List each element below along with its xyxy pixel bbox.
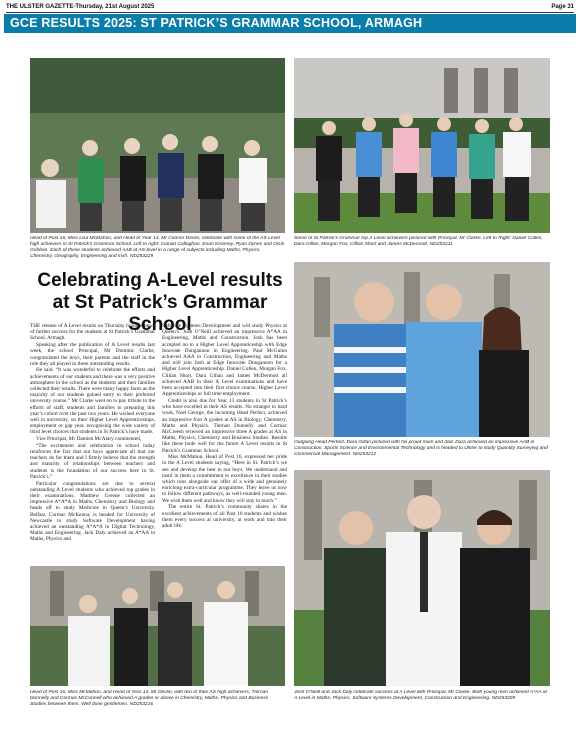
article-paragraph: He said, “It was wonderful to celebrate the efforts and achievements of our students and there was a very positive atmosphere in the school as the students and their families collected their results. There were many happy faces as the majority of our students gained entry to their preferred university course.” Mr Clarke went on to pay tribute to the efforts of staff, students and families in preparing this year’s cohort over the past two years. He wished everyone well in university, on their Higher Level Apprenticeships, employment or gap year, recognising the wide variety of third level choices that students in St Patrick’s have made. xyxy=(30,367,155,436)
newspaper-dateline: THE ULSTER GAZETTE-Thursday, 21st August 2025 xyxy=(6,4,155,10)
article-column-2 xyxy=(162,323,287,568)
page-header xyxy=(6,2,574,12)
photo-head-perfect-family xyxy=(294,262,550,437)
article-column-1 xyxy=(30,323,155,568)
article-paragraph: Software Systems Development and will study Physics at Queen’s. Josh O’Neill achieved an impressive A*AA in Engineering, Maths and Construction. Josh has been accepted on to a Higher Level Apprenticeship with Edge Innovate Dungannon in Engineering. Paul McGuinn achieved AAA in Construction, Engineering and Maths and will join Josh at Edge Innovate Dungannon for a Higher Level Apprenticeship. Daniel Cullen, Morgan Fox, Cillian Short, Dara Gillan and James McDermott all achieved AAB in their A Level examinations and have been accepted into their first choice course, Higher Level Apprenticeships or full time employment. xyxy=(162,323,287,398)
section-banner: GCE RESULTS 2025: ST PATRICK’S GRAMMAR SCHOOL, ARMAGH xyxy=(4,14,576,33)
caption-bottom-left: Head of Post 16, Miss McMahon, and Head of Year 13, Mr Devlin, with two of their AS high achievers, Tiernan Donnelly and Cormac McConnell who achieved A grades or above in Chemistry, Maths, Physics and Business Studies between them. Well done gentlemen. ND253216 xyxy=(30,690,269,707)
photo-as-achievers-group xyxy=(30,58,285,233)
page-number: Page 31 xyxy=(551,4,574,10)
caption-top-left: Head of Post 16, Miss Lisa McMahon, and Head of Year 13, Mr Connor Devlin, celebrate with some of the AS Level high achievers in St Patrick’s Grammar School. Left to right: Cianan Callaghan, Eoan Kearney, Ryan Dynes and Oisín Gribben. Each of these students achieved AAB at AS-level in a range of subjects including Maths, Physics, Chemistry, Geography, Engineering and Irish. ND253229 xyxy=(30,236,285,259)
caption-bottom-right: Josh O’Neill and Jack Daly celebrate success at A Level with Principal, Mr Clarke. Both young men achieved A*AA at A Level in Maths, Physics, Software Systems Development, Construction and Engineering. ND253209 xyxy=(294,690,547,701)
article-paragraph: Credit is also due for Year 13 students in St Patrick’s who have excelled in their AS results. No stranger to hard work, Noel George, the incoming Head Perfect, achieved an impressive four A grades at AS in Biology, Chemistry, Maths and Physics. Tiernan Donnelly and Cormac McCreesh received an impressive three A grades at AS in Maths, Physics, Chemistry and Business Studies. Results like these bode well for the future A Level results in St Patrick’s Grammar School. xyxy=(162,397,287,454)
article-paragraph: Miss McMahon, Head of Post 16, expressed her pride in the A Level students saying, “Here in St. Patrick’s we see and develop the best in our boys. We understand and instil in them a commitment to excellence in their studies which runs alongside our offer of a wide and genuinely enriching extra-curricular programme. They leave us now to follow different pathways, as well-rounded young men. We wish them well and know they will stay in touch.” xyxy=(162,454,287,504)
photo-josh-jack-principal xyxy=(294,470,550,686)
article-paragraph: The entire St. Patrick’s community shares in the excellent achievements of all Post 16 students and wishes them every success at university, at work and into their adult life. xyxy=(162,504,287,529)
article-paragraph: Speaking after the publication of A Level results last week, the school Principal, Mr Dominic Clarke, congratulated the boys, their parents and the staff in the role they all played in these outstanding results. xyxy=(30,342,155,367)
article-paragraph: Vice Principal, Mr Damien McAlary commented, xyxy=(36,436,142,443)
article-paragraph: THE release of A Level results on Thursday brought news of further success for the students at St Patrick’s Grammar School, Armagh. xyxy=(30,323,155,342)
photo-as-high-achievers-pair xyxy=(30,566,285,686)
photo-top-achievers-principal xyxy=(294,58,550,233)
article-paragraph: Particular congratulations are due to several outstanding A Level students who achieved top grades in their examinations. Matthew Greene collected an impressive A*A*A in Maths, Chemistry and Biology and heads off to study Medicine in Queen’s University, Belfast. Cormac McKenna, is headed for University of Newcastle to study Software Development having achieved an outstanding A*A*A in Digital Technology, Maths and Engineering. Jack Daly achieved an A*AA in Maths, Physics and xyxy=(30,480,155,543)
article-headline: Celebrating A-Level results at St Patrick’s Grammar School xyxy=(37,270,283,335)
caption-top-right: Some of St Patrick’s Grammar top A Level achievers pictured with Principal, Mr Clarke. Left to Right: Daniel Cullen, Dara Gillan, Morgan Fox, Cillian Short and James McDermott. ND253211 xyxy=(294,236,543,247)
header-rule xyxy=(6,12,574,13)
article-paragraph: “The excitement and celebration in school today reinforces the fact that our boys appreciate all that our teachers do for them and I firmly believe that the strength and maturity of relationships between teachers and students is the foundation of our success here in St. Patrick’s.” xyxy=(30,442,155,480)
caption-mid-right: Outgoing Head Perfect, Dara Gillan pictured with his proud mum and dad. Dara achieved an impressive AAB in Construction, Sports Science and Environmental Technology and is headed to Ulster to study Quantity Surveying and Commercial Management. ND253212 xyxy=(294,440,548,457)
